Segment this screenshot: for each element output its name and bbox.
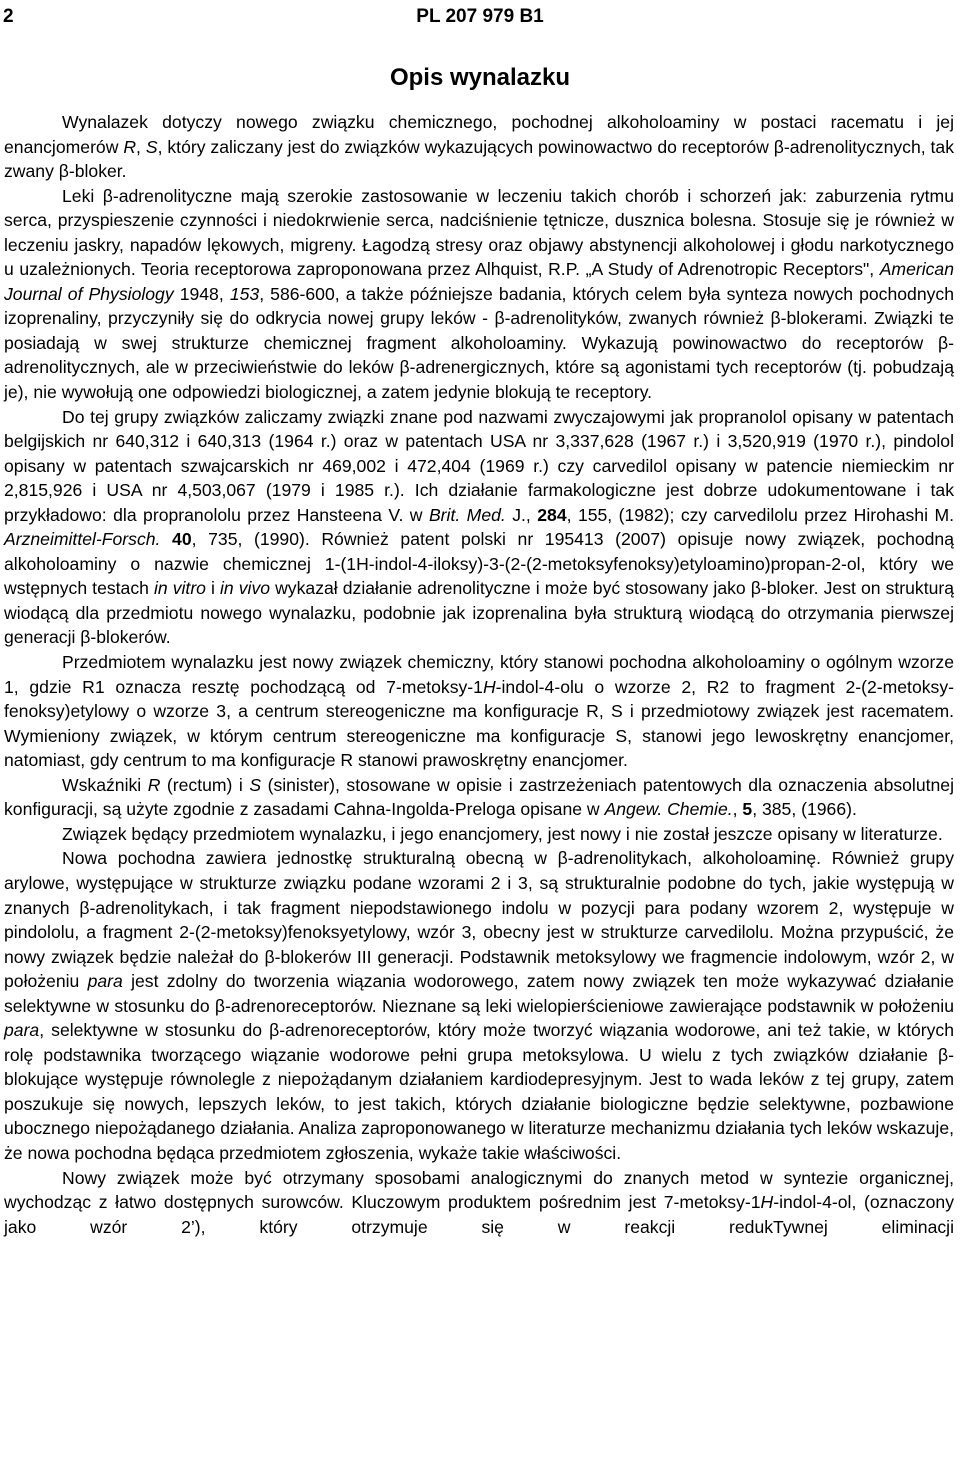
patent-number: PL 207 979 B1 <box>416 6 544 27</box>
paragraph-beta-blockers: Leki β-adrenolityczne mają szerokie zastosowanie w leczeniu takich chorób i schorzeń jak: zaburzenia rytmu serca, przyspieszenie czynności i niedokrwienie serca, nadciśnienie tętnicze, dusznica bolesna. Stosuje się je również w leczeniu jaskry, napadów lękowych, migreny. Łagodzą stresy oraz objawy abstynencji alkoholowej i głodu narkotycznego u uzależnionych. Teoria receptorowa zaproponowana przez Alhquist, R.P. „A Study of Adrenotropic Receptors", American Journal of Physiology 1948, 153, 586-600, a także późniejsze badania, których celem była synteza nowych pochodnych izoprenaliny, przyczyniły się do odkrycia nowej grupy leków - β-adrenolityków, zwanych również β-blokerami. Związki te posiadają w swej strukturze chemicznej fragment alkoholoaminy. Wykazują powinowactwo do receptorów β-adrenolitycznych, ale w przeciwieństwie do leków β-adrenergicznych, które są agonistami tych receptorów (tj. pobudzają je), nie wywołują one odpowiedzi biologicznej, a zatem jedynie blokują te receptory. <box>4 185 954 403</box>
page-header <box>0 6 960 32</box>
paragraph-subject: Przedmiotem wynalazku jest nowy związek chemiczny, który stanowi pochodna alkoholoaminy o ogólnym wzorze 1, gdzie R1 oznacza resztę pochodzącą od 7-metoksy-1H-indol-4-olu o wzorze 2, R2 to fragment 2-(2-metoksy-fenoksy)etylowy o wzorze 3, a centrum stereogeniczne ma konfiguracje R, S i przedmiotowy związek jest racematem. Wymieniony związek, w którym centrum stereogeniczne ma konfiguracje S, stanowi jego lewoskrętny enancjomer, natomiast, gdy centrum to ma konfiguracje R stanowi prawoskrętny enancjomer. <box>4 652 954 771</box>
paragraph-novelty: Związek będący przedmiotem wynalazku, i jego enancjomery, jest nowy i nie został jeszcze opisany w literaturze. <box>62 823 943 844</box>
paragraph-indices: Wskaźniki R (rectum) i S (sinister), stosowane w opisie i zastrzeżeniach patentowych dla oznaczenia absolutnej konfiguracji, są użyte zgodnie z zasadami Cahna-Ingolda-Preloga opisane w Angew. Chemie., 5, 385, (1966). <box>4 774 954 820</box>
paragraph-synthesis: Nowy związek może być otrzymany sposobami analogicznymi do znanych metod w syntezie organicznej, wychodząc z łatwo dostępnych surowców. Kluczowym produktem pośrednim jest 7-metoksy-1H-indol-4-ol, (oznaczony jako wzór 2’), który otrzymuje się w reakcji redukTywnej eliminacji <box>4 1167 954 1237</box>
document-title: Opis wynalazku <box>389 64 571 91</box>
paragraph-known-compounds: Do tej grupy związków zaliczamy związki znane pod nazwami zwyczajowymi jak propranolol opisany w patentach belgijskich nr 640,312 i 640,313 (1964 r.) oraz w patentach USA nr 3,337,628 (1967 r.) i 3,520,919 (1970 r.), pindolol opisany w patentach szwajcarskich nr 469,002 i 472,404 (1969 r.) czy carvedilol opisany w patencie niemieckim nr 2,815,926 i USA nr 4,503,067 (1979 i 1985 r.). Ich działanie farmakologiczne jest dobrze udokumentowane i tak przykładowo: dla propranololu przez Hansteena V. w Brit. Med. J., 284, 155, (1982); czy carvedilolu przez Hirohashi M. Arzneimittel-Forsch. 40, 735, (1990). Również patent polski nr 195413 (2007) opisuje nowy związek, pochodną alkoholoaminy o nazwie chemicznej 1-(1H-indol-4-iloksy)-3-(2-(2-metoksyfenoksy)etyloamino)propan-2-ol, który we wstępnych testach in vitro i in vivo wykazał działanie adrenolityczne i może być stosowany jako β-bloker. Jest on strukturą wiodącą dla przedmiotu nowego wynalazku, podobnie jak izoprenalina była strukturą wiodącą do otrzymania pierwszej generacji β-blokerów. <box>4 406 955 648</box>
page-number: 2 <box>3 6 14 27</box>
paragraph-structure: Nowa pochodna zawiera jednostkę strukturalną obecną w β-adrenolitykach, alkoholoaminę. Również grupy arylowe, występujące w strukturze związku podane wzorami 2 i 3, są strukturalnie podobne do tych, jakie występują w znanych β-adrenolitykach, i tak fragment niepodstawionego indolu w pozycji para podany wzorem 2, występuje w pindololu, a fragment 2-(2-metoksy)fenoksyetylowy, wzór 3, obecny jest w strukturze carvedilolu. Można przypuścić, że nowy związek będzie należał do β-blokerów III generacji. Podstawnik metoksylowy we fragmencie indolowym, wzór 2, w położeniu para jest zdolny do tworzenia wiązania wodorowego, zatem nowy związek ten może wykazywać działanie selektywne w stosunku do β-adrenoreceptorów. Nieznane są leki wielopierścieniowe zawierające podstawnik w położeniu para, selektywne w stosunku do β-adrenoreceptorów, który może tworzyć wiązania wodorowe, ani też takie, w których rolę podstawnika tworzącego wiązanie wodorowe pełni grupa metoksylowa. U wielu z tych związków działanie β-blokujące występuje równolegle z niepożądanym działaniem kardiodepresyjnym. Jest to wada leków z tej grupy, zatem poszukuje się nowych, lepszych leków, to jest takich, których działanie biologiczne będzie selektywne, pozbawione ubocznego niepożądanego działania. Analiza zaproponowanego w literaturze mechanizmu działania tych leków wskazuje, że nowa pochodna będąca przedmiotem zgłoszenia, wykaże takie właściwości. <box>4 848 954 1163</box>
paragraph-intro: Wynalazek dotyczy nowego związku chemicznego, pochodnej alkoholoaminy w postaci racematu i jej enancjomerów R, S, który zaliczany jest do związków wykazujących powinowactwo do receptorów β-adrenolitycznych, tak zwany β-bloker. <box>4 112 955 182</box>
document-body <box>4 110 954 1239</box>
